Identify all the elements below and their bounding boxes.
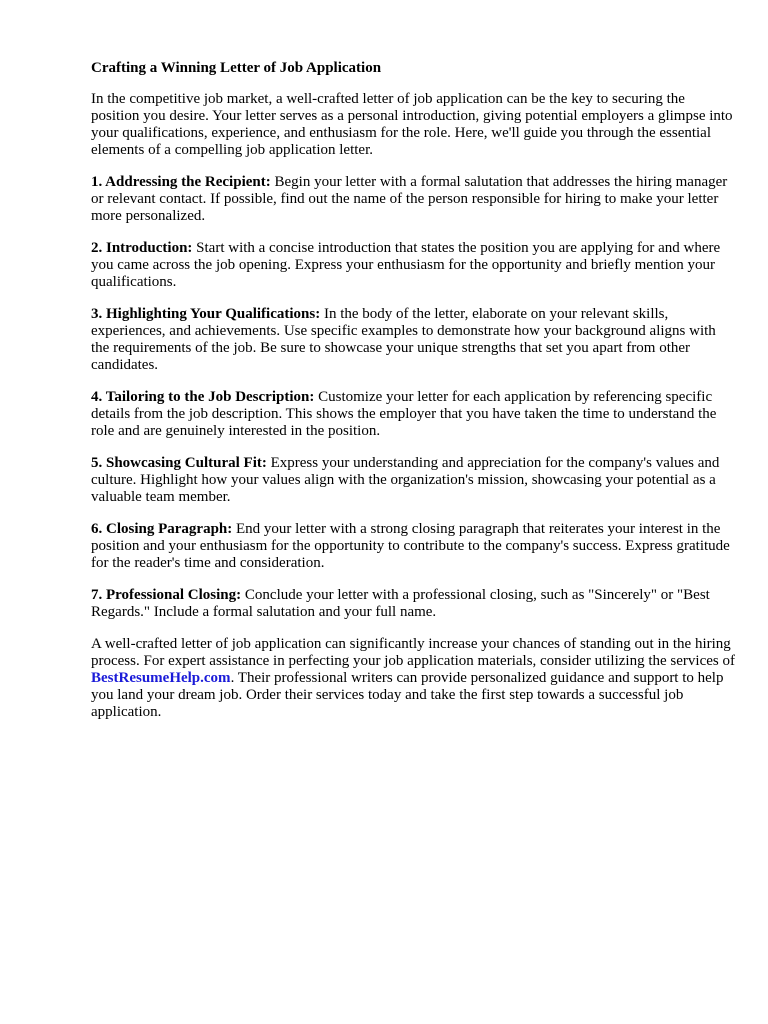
- section-body: Conclude your letter with a professional closing, such as "Sincerely" or "Best Regards." Include a formal salutation and your full name.: [91, 587, 710, 620]
- section-body: End your letter with a strong closing paragraph that reiterates your interest in the position and your enthusiasm for the opportunity to contribute to the company's success. Express gratitude for the reader's time and consideration.: [91, 521, 730, 571]
- section-body: In the body of the letter, elaborate on your relevant skills, experiences, and achievements. Use specific examples to demonstrate how your background aligns with the requirements of the job. Be sure to showcase your unique strengths that set you apart from other candidates.: [91, 306, 716, 373]
- conclusion-paragraph: [91, 636, 736, 721]
- section-body: Start with a concise introduction that states the position you are applying for and where you came across the job opening. Express your enthusiasm for the opportunity and briefly mention your qualifications.: [91, 240, 721, 290]
- intro-paragraph: In the competitive job market, a well-crafted letter of job application can be the key to securing the position you desire. Your letter serves as a personal introduction, giving potential employers a glimpse into your qualifications, experience, and enthusiasm for the role. Here, we'll guide you through the essential elements of a compelling job application letter.: [91, 91, 733, 158]
- section-heading: 6. Closing Paragraph:: [91, 521, 233, 537]
- section-body: Express your understanding and appreciation for the company's values and culture. Highlight how your values align with the organization's mission, showcasing your potential as a valuable team member.: [91, 455, 720, 505]
- section-closing-paragraph: [91, 521, 736, 572]
- section-addressing-recipient: [91, 174, 736, 225]
- section-heading: 7. Professional Closing:: [91, 587, 242, 603]
- conclusion-text-after: . Their professional writers can provide personalized guidance and support to help you land your dream job. Order their services today and take the first step towards a successful job application.: [91, 670, 724, 720]
- section-cultural-fit: [91, 455, 736, 506]
- conclusion-text-before: A well-crafted letter of job application can significantly increase your chances of standing out in the hiring process. For expert assistance in perfecting your job application materials, consider utilizing the services of: [91, 636, 735, 669]
- section-heading: 1. Addressing the Recipient:: [91, 174, 271, 190]
- section-tailoring-job-description: [91, 389, 736, 440]
- section-highlighting-qualifications: [91, 306, 736, 374]
- section-professional-closing: [91, 587, 736, 621]
- section-heading: 3. Highlighting Your Qualifications:: [91, 306, 321, 322]
- document-page: [91, 58, 736, 736]
- bestresumehelp-link[interactable]: BestResumeHelp.com: [91, 670, 231, 686]
- section-body: Customize your letter for each application by referencing specific details from the job description. This shows the employer that you have taken the time to understand the role and are genuinely interested in the position.: [91, 389, 717, 439]
- section-heading: 2. Introduction:: [91, 240, 193, 256]
- section-heading: 5. Showcasing Cultural Fit:: [91, 455, 267, 471]
- section-heading: 4. Tailoring to the Job Description:: [91, 389, 315, 405]
- section-introduction: [91, 240, 736, 291]
- section-body: Begin your letter with a formal salutation that addresses the hiring manager or relevant contact. If possible, find out the name of the person responsible for hiring to make your letter more personalized.: [91, 174, 728, 224]
- document-title: Crafting a Winning Letter of Job Application: [91, 60, 382, 76]
